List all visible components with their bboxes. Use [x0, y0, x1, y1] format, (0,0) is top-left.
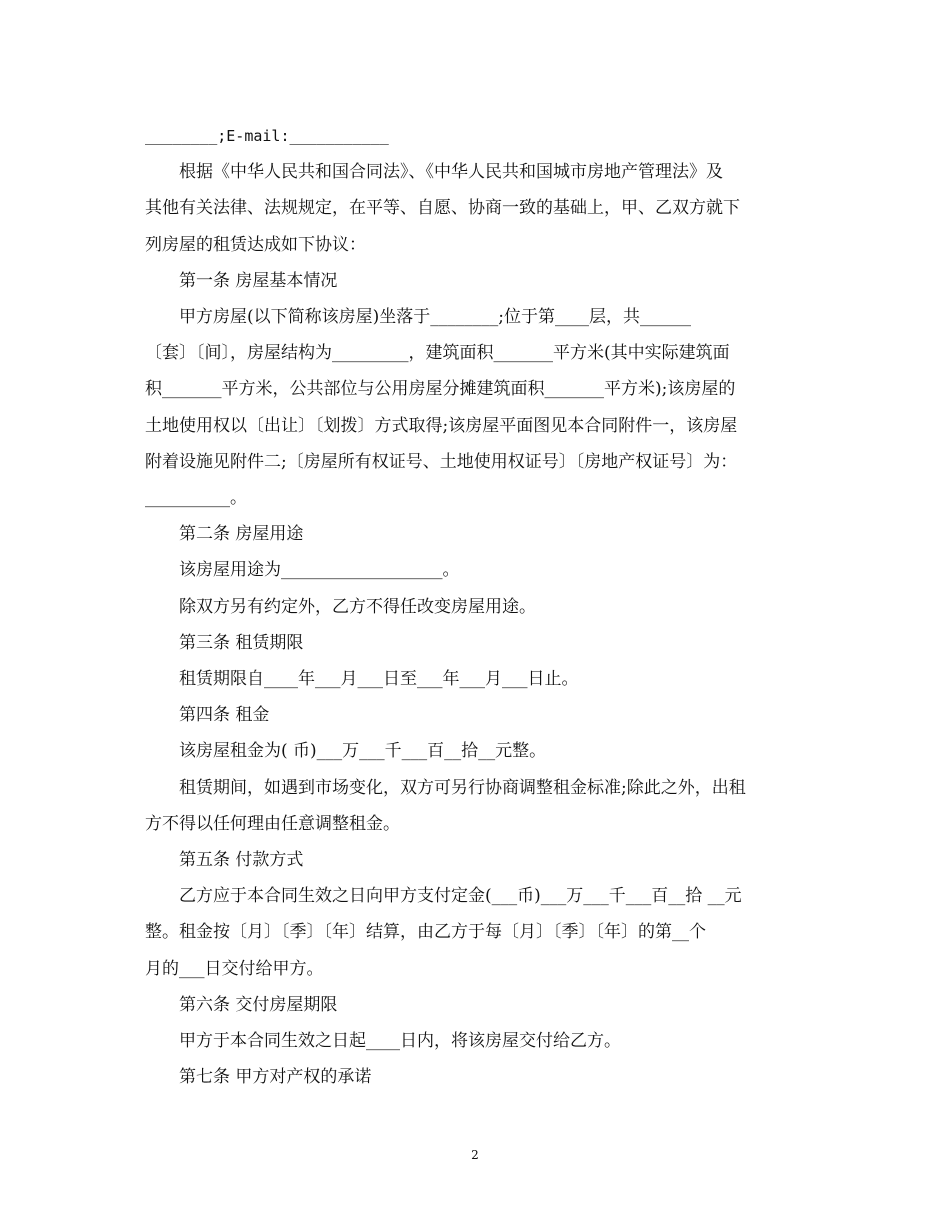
text-line: 根据《中华人民共和国合同法》、《中华人民共和国城市房地产管理法》及: [179, 162, 723, 183]
page-number: 2: [471, 1148, 479, 1162]
text-line: 方不得以任何理由任意调整租金。: [145, 813, 400, 834]
text-line: ________;E-mail:___________: [145, 127, 389, 145]
text-line: 整。租金按〔月〕〔季〕〔年〕结算，由乙方于每〔月〕〔季〕〔年〕的第__个: [145, 922, 706, 943]
text-line: 该房屋用途为___________________。: [179, 560, 460, 581]
text-line: 租赁期限自____年___月___日至___年___月___日止。: [179, 669, 579, 690]
text-line: 第五条 付款方式: [179, 850, 304, 871]
text-line: 第二条 房屋用途: [179, 524, 304, 545]
text-line: 除双方另有约定外，乙方不得任改变房屋用途。: [179, 596, 536, 617]
text-line: 该房屋租金为( 币)___万___千___百__拾__元整。: [179, 741, 547, 762]
text-line: 第四条 租金: [179, 705, 270, 726]
text-line: 租赁期间，如遇到市场变化，双方可另行协商调整租金标准;除此之外，出租: [179, 777, 746, 798]
text-line: 乙方应于本合同生效之日向甲方支付定金(___币)___万___千___百__拾 __元: [179, 886, 742, 907]
text-line: 第七条 甲方对产权的承诺: [179, 1067, 372, 1088]
text-line: 第一条 房屋基本情况: [179, 270, 338, 291]
text-line: 甲方于本合同生效之日起____日内，将该房屋交付给乙方。: [179, 1031, 621, 1052]
text-line: 列房屋的租赁达成如下协议：: [145, 234, 366, 255]
text-line: 甲方房屋(以下简称该房屋)坐落于________;位于第____层，共______: [179, 307, 691, 328]
text-line: 土地使用权以〔出让〕〔划拨〕方式取得;该房屋平面图见本合同附件一，该房屋: [145, 415, 738, 436]
text-line: 〔套〕〔间〕，房屋结构为_________，建筑面积_______平方米(其中实际建筑面: [145, 343, 730, 364]
text-line: 其他有关法律、法规规定，在平等、自愿、协商一致的基础上，甲、乙双方就下: [145, 198, 740, 219]
text-line: 附着设施见附件二;〔房屋所有权证号、土地使用权证号〕〔房地产权证号〕为：: [145, 451, 738, 472]
text-line: 积_______平方米，公共部位与公用房屋分摊建筑面积_______平方米);该房屋的: [145, 379, 736, 400]
contract-body: [145, 118, 807, 1095]
text-line: 月的___日交付给甲方。: [145, 958, 324, 979]
text-line: 第六条 交付房屋期限: [179, 994, 338, 1015]
text-line: 第三条 租赁期限: [179, 632, 304, 653]
text-line: __________。: [145, 488, 247, 509]
